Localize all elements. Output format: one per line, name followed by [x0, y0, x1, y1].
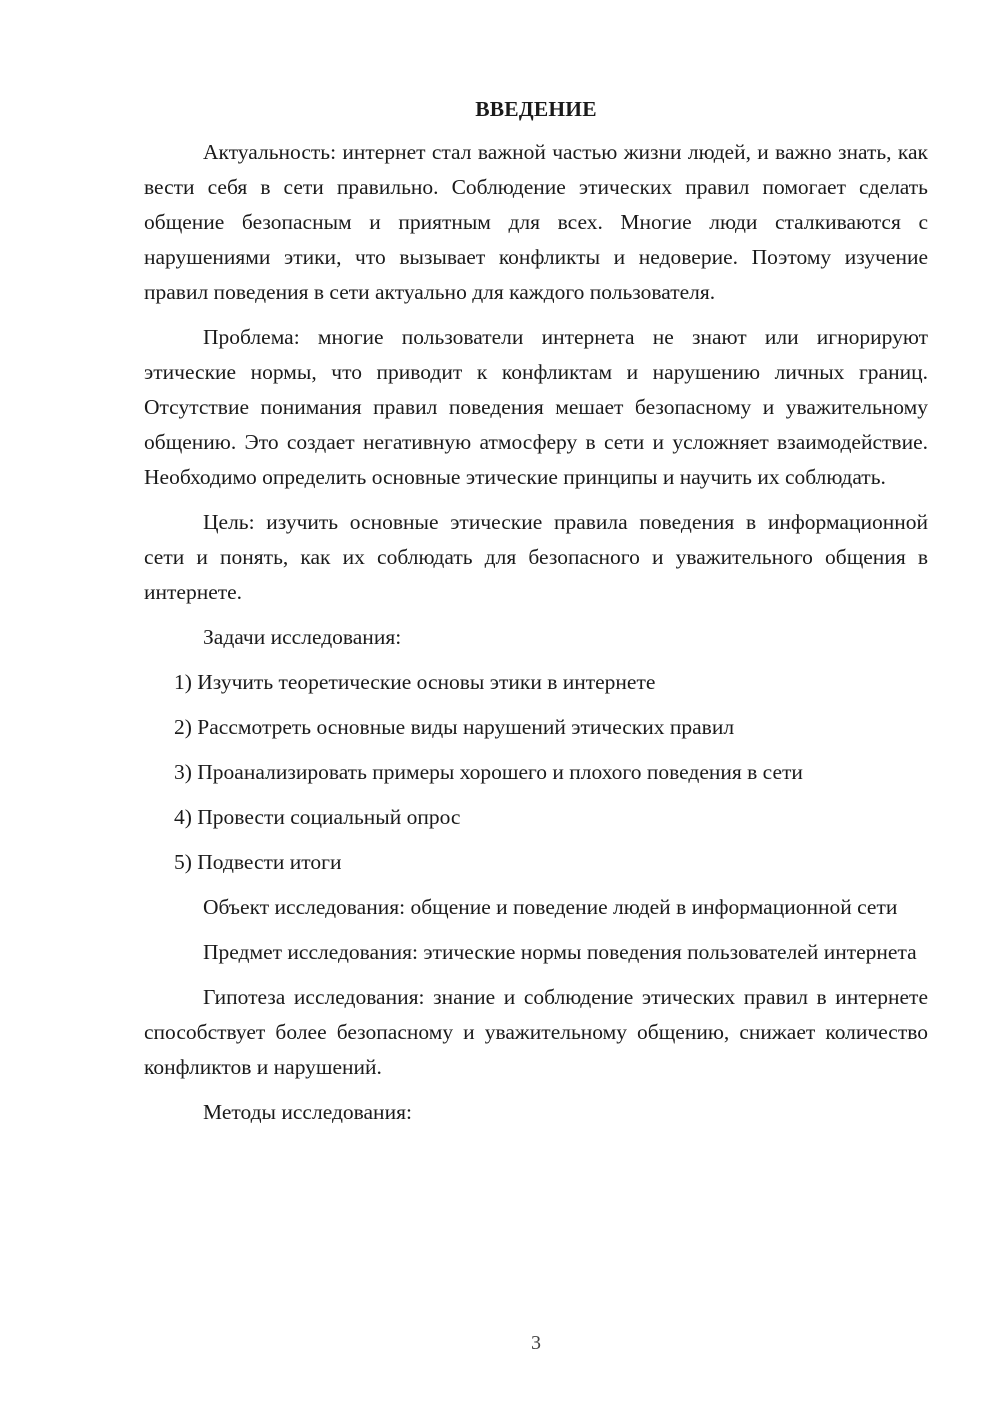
document-page — [144, 92, 928, 1140]
tasks-heading: Задачи исследования: — [203, 625, 402, 649]
page-number: 3 — [531, 1332, 541, 1354]
section-title: ВВЕДЕНИЕ — [475, 97, 597, 121]
goal-paragraph: Цель: изучить основные этические правила поведения в информационной сети и понять, как их соблюдать для безопасного и уважительного общения в интернете. — [144, 510, 928, 604]
tasks-list — [174, 665, 928, 880]
subject-paragraph: Предмет исследования: этические нормы поведения пользователей интернета — [203, 940, 917, 964]
hypothesis-paragraph: Гипотеза исследования: знание и соблюдение этических правил в интернете способствует более безопасному и уважительному общению, снижает количество конфликтов и нарушений. — [144, 985, 928, 1079]
relevance-paragraph: Актуальность: интернет стал важной частью жизни людей, и важно знать, как вести себя в сети правильно. Соблюдение этических правил помогает сделать общение безопасным и приятным для всех. Многие люди сталкиваются с нарушениями этики, что вызывает конфликты и недоверие. Поэтому изучение правил поведения в сети актуально для каждого пользователя. — [144, 140, 928, 304]
problem-paragraph: Проблема: многие пользователи интернета не знают или игнорируют этические нормы, что приводит к конфликтам и нарушению личных границ. Отсутствие понимания правил поведения мешает безопасному и уважительному общению. Это создает негативную атмосферу в сети и усложняет взаимодействие. Необходимо определить основные этические принципы и научить их соблюдать. — [144, 325, 928, 489]
object-paragraph: Объект исследования: общение и поведение людей в информационной сети — [203, 895, 898, 919]
list-item: 3) Проанализировать примеры хорошего и плохого поведения в сети — [174, 760, 803, 784]
list-item: 5) Подвести итоги — [174, 850, 342, 874]
methods-heading: Методы исследования: — [203, 1100, 412, 1124]
list-item: 1) Изучить теоретические основы этики в интернете — [174, 670, 656, 694]
list-item: 2) Рассмотреть основные виды нарушений этических правил — [174, 715, 735, 739]
list-item: 4) Провести социальный опрос — [174, 805, 461, 829]
